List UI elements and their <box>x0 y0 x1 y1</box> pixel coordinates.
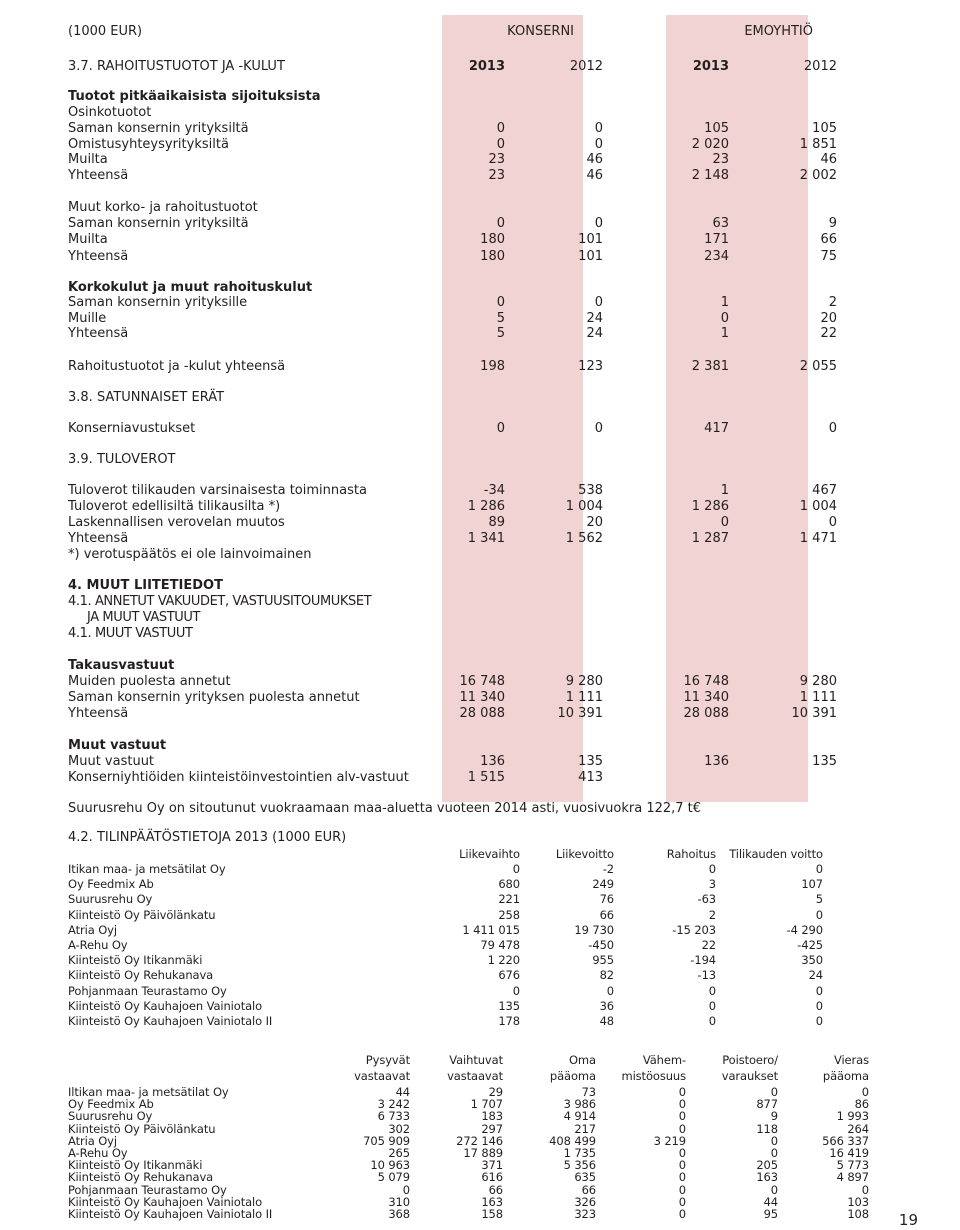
company-name: Suurusrehu Oy <box>68 1109 153 1124</box>
row-value: 0 <box>496 295 505 310</box>
company-value: 44 <box>763 1194 778 1209</box>
company-value: 0 <box>512 983 520 998</box>
company-value: -450 <box>588 938 614 952</box>
section-4-title: 4. MUUT LIITETIEDOT <box>68 578 223 593</box>
column-header: mistöosuus <box>621 1069 686 1083</box>
row-value: 1 286 <box>691 499 729 514</box>
company-value: 0 <box>678 1207 686 1221</box>
company-value: 955 <box>592 953 614 968</box>
column-header: Vähem- <box>642 1053 686 1067</box>
company-value: 1 411 015 <box>462 922 520 937</box>
row-value: 2 002 <box>799 167 837 183</box>
row-value: 0 <box>496 136 505 152</box>
company-value: 16 419 <box>829 1146 869 1160</box>
row-label: Muilta <box>68 232 108 248</box>
company-value: 66 <box>599 907 614 922</box>
row-label: Konserniyhtiöiden kiinteistöinvestointien alv-vastuut <box>68 770 409 785</box>
subheading: Tuotot pitkäaikaisista sijoituksista <box>68 89 321 104</box>
row-value: 101 <box>578 232 603 248</box>
company-value: 350 <box>801 953 823 968</box>
company-value: 705 909 <box>363 1133 410 1148</box>
company-value: 0 <box>678 1194 686 1209</box>
row-value: 413 <box>578 770 603 785</box>
row-value: 16 748 <box>683 674 729 689</box>
row-value: 23 <box>712 152 729 168</box>
company-value: 368 <box>388 1207 410 1221</box>
company-name: Itikan maa- ja metsätilat Oy <box>68 862 226 876</box>
company-value: 5 079 <box>377 1170 410 1185</box>
company-value: 103 <box>847 1194 869 1209</box>
column-header: Rahoitus <box>666 847 716 861</box>
company-name: A-Rehu Oy <box>68 1146 128 1160</box>
company-name: A-Rehu Oy <box>68 938 128 952</box>
company-value: 1 735 <box>563 1146 596 1160</box>
section-4-1-title: JA MUUT VASTUUT <box>87 610 201 625</box>
year-header: 2012 <box>803 59 837 74</box>
row-value: 10 391 <box>791 706 837 721</box>
row-value: 0 <box>828 421 837 436</box>
company-value: 0 <box>708 998 716 1013</box>
company-value: 680 <box>498 877 520 892</box>
company-name: Kiinteistö Oy Päivölänkatu <box>68 1121 216 1136</box>
column-header: Liikevoitto <box>555 847 614 861</box>
row-value: 46 <box>820 152 837 168</box>
row-value: 20 <box>586 515 603 530</box>
row-value: 9 280 <box>565 674 603 689</box>
row-label: Omistusyhteysyrityksiltä <box>68 136 229 152</box>
company-name: Iltikan maa- ja metsätilat Oy <box>68 1085 229 1099</box>
column-header: vastaavat <box>447 1069 503 1083</box>
column-header: Vaihtuvat <box>449 1053 503 1067</box>
company-value: 0 <box>815 983 823 998</box>
company-value: 4 914 <box>563 1109 596 1124</box>
section-3-7-title: 3.7. RAHOITUSTUOTOT JA -KULUT <box>68 59 285 74</box>
company-value: 0 <box>770 1133 778 1148</box>
row-value: 28 088 <box>683 706 729 721</box>
row-value: 75 <box>820 248 837 264</box>
company-value: -425 <box>797 938 823 952</box>
company-value: 5 <box>815 892 823 907</box>
subheading: Takausvastuut <box>68 658 175 673</box>
company-value: 183 <box>481 1109 503 1124</box>
company-value: 29 <box>488 1085 503 1099</box>
company-value: 17 889 <box>463 1146 503 1160</box>
company-value: 0 <box>815 862 823 876</box>
company-value: 0 <box>770 1085 778 1099</box>
company-value: 82 <box>599 968 614 983</box>
company-value: 95 <box>763 1207 778 1221</box>
total-value: 198 <box>480 359 505 374</box>
company-value: 36 <box>599 998 614 1013</box>
row-value: 1 286 <box>467 499 505 514</box>
year-header: 2013 <box>468 59 505 74</box>
column-header: Vieras <box>833 1053 869 1067</box>
row-value: 1 <box>720 295 729 310</box>
row-value: 180 <box>480 248 505 264</box>
company-value: 24 <box>808 968 823 983</box>
company-value: 0 <box>678 1170 686 1185</box>
row-value: 417 <box>704 421 729 436</box>
section-3-8-title: 3.8. SATUNNAISET ERÄT <box>68 390 225 405</box>
row-value: 1 004 <box>565 499 603 514</box>
total-value: 2 381 <box>691 359 729 374</box>
row-value: 1 <box>720 483 729 498</box>
section-4-2-title: 4.2. TILINPÄÄTÖSTIETOJA 2013 (1000 EUR) <box>68 830 347 845</box>
column-header: Oma <box>568 1053 596 1067</box>
company-name: Kiinteistö Oy Kauhajoen Vainiotalo II <box>68 1207 273 1221</box>
company-value: 4 897 <box>836 1170 869 1185</box>
company-value: 0 <box>512 862 520 876</box>
company-value: 3 242 <box>377 1097 410 1112</box>
column-header: pääoma <box>549 1069 596 1083</box>
company-value: -4 290 <box>786 922 823 937</box>
row-label: Yhteensä <box>68 706 129 721</box>
company-value: 676 <box>498 968 520 983</box>
company-value: 0 <box>678 1121 686 1136</box>
column-header: Liikevaihto <box>459 847 520 861</box>
company-value: 0 <box>708 1014 716 1028</box>
row-value: 105 <box>812 121 837 136</box>
company-name: Oy Feedmix Ab <box>68 1097 154 1112</box>
company-value: 371 <box>481 1158 503 1173</box>
column-header: pääoma <box>822 1069 869 1083</box>
row-label: Muut vastuut <box>68 754 155 769</box>
company-value: 264 <box>847 1121 869 1136</box>
row-value: 66 <box>820 232 837 248</box>
company-name: Atria Oyj <box>68 1133 117 1148</box>
row-label: Saman konsernin yrityksiltä <box>68 216 249 231</box>
row-value: 1 111 <box>799 690 837 705</box>
row-value: 135 <box>578 754 603 769</box>
row-label: Muille <box>68 310 107 326</box>
row-value: 22 <box>820 326 837 342</box>
company-name: Kiinteistö Oy Itikanmäki <box>68 1158 203 1173</box>
company-value: 107 <box>801 877 823 892</box>
row-label: Laskennallisen verovelan muutos <box>68 515 285 530</box>
company-value: 3 986 <box>563 1097 596 1112</box>
company-value: 0 <box>678 1085 686 1099</box>
row-value: 1 111 <box>565 690 603 705</box>
company-value: -194 <box>690 953 716 968</box>
row-label: Yhteensä <box>68 248 129 264</box>
row-value: 46 <box>586 152 603 168</box>
page-number: 19 <box>898 1211 918 1229</box>
row-value: 0 <box>594 216 603 231</box>
row-value: 0 <box>594 421 603 436</box>
row-value: 2 148 <box>691 167 729 183</box>
row-value: 136 <box>480 754 505 769</box>
row-value: 24 <box>586 326 603 342</box>
company-name: Oy Feedmix Ab <box>68 877 154 892</box>
company-name: Kiinteistö Oy Itikanmäki <box>68 953 203 968</box>
company-value: 0 <box>861 1085 869 1099</box>
row-value: 467 <box>812 483 837 498</box>
row-value: 20 <box>820 310 837 326</box>
company-value: 3 <box>708 877 716 892</box>
company-value: 0 <box>402 1182 410 1197</box>
row-value: 0 <box>828 515 837 530</box>
row-label: Konserniavustukset <box>68 421 196 436</box>
company-value: 0 <box>770 1146 778 1160</box>
company-value: 0 <box>678 1182 686 1197</box>
row-label: Yhteensä <box>68 167 129 183</box>
company-value: 221 <box>498 892 520 907</box>
row-label: Tuloverot edellisiltä tilikausilta *) <box>68 499 281 514</box>
company-value: 163 <box>481 1194 503 1209</box>
year-header: 2012 <box>569 59 603 74</box>
company-value: 73 <box>581 1085 596 1099</box>
row-value: 1 <box>720 326 729 342</box>
subheading: Osinkotuotot <box>68 105 152 120</box>
row-value: 11 340 <box>683 690 729 705</box>
row-value: 16 748 <box>459 674 505 689</box>
year-header: 2013 <box>692 59 729 74</box>
company-value: 0 <box>861 1182 869 1197</box>
row-value: 2 020 <box>691 136 729 152</box>
company-value: 79 478 <box>480 938 520 952</box>
company-value: 86 <box>854 1097 869 1112</box>
row-value: 63 <box>712 216 729 231</box>
company-value: 76 <box>599 892 614 907</box>
company-value: 0 <box>678 1109 686 1124</box>
section-4-1-title: 4.1. ANNETUT VAKUUDET, VASTUUSITOUMUKSET <box>68 594 372 609</box>
row-value: 5 <box>496 326 505 342</box>
row-value: 23 <box>488 167 505 183</box>
row-value: 23 <box>488 152 505 168</box>
row-value: 11 340 <box>459 690 505 705</box>
company-value: 1 993 <box>836 1109 869 1124</box>
row-value: 9 <box>828 216 837 231</box>
company-value: 0 <box>678 1146 686 1160</box>
section-4-1-subtitle: 4.1. MUUT VASTUUT <box>68 626 193 641</box>
company-value: 0 <box>606 983 614 998</box>
company-name: Pohjanmaan Teurastamo Oy <box>68 983 227 998</box>
company-name: Kiinteistö Oy Päivölänkatu <box>68 907 216 922</box>
column-header: Tilikauden voitto <box>729 847 823 861</box>
total-label: Rahoitustuotot ja -kulut yhteensä <box>68 359 286 374</box>
company-value: -13 <box>697 968 716 983</box>
company-value: 66 <box>581 1182 596 1197</box>
company-value: 0 <box>708 983 716 998</box>
company-value: 0 <box>815 1014 823 1028</box>
lease-note: Suurusrehu Oy on sitoutunut vuokraamaan maa-aluetta vuoteen 2014 asti, vuosivuokra 122,7 t€ <box>68 801 702 816</box>
row-value: 0 <box>720 515 729 530</box>
company-name: Kiinteistö Oy Kauhajoen Vainiotalo II <box>68 1014 273 1028</box>
total-value: 2 055 <box>799 359 837 374</box>
company-value: 0 <box>678 1158 686 1173</box>
row-value: 0 <box>496 216 505 231</box>
subheading: Korkokulut ja muut rahoituskulut <box>68 280 313 295</box>
company-value: 3 219 <box>653 1133 686 1148</box>
row-value: -34 <box>483 483 505 498</box>
company-value: 22 <box>701 938 716 952</box>
company-value: 217 <box>574 1121 596 1136</box>
row-value: 0 <box>594 121 603 136</box>
row-value: 136 <box>704 754 729 769</box>
unit-label: (1000 EUR) <box>68 24 143 39</box>
subheading: Muut vastuut <box>68 738 167 753</box>
company-value: 1 220 <box>487 953 520 968</box>
company-value: 408 499 <box>549 1133 596 1148</box>
row-value: 1 562 <box>565 531 603 546</box>
row-value: 89 <box>488 515 505 530</box>
company-value: 108 <box>847 1207 869 1221</box>
company-name: Kiinteistö Oy Rehukanava <box>68 1170 214 1185</box>
company-value: 249 <box>592 877 614 892</box>
company-value: 48 <box>599 1014 614 1028</box>
row-value: 10 391 <box>557 706 603 721</box>
company-value: 265 <box>388 1146 410 1160</box>
row-value: 0 <box>496 121 505 136</box>
company-value: 5 773 <box>836 1158 869 1173</box>
company-value: 44 <box>395 1085 410 1099</box>
company-value: 0 <box>678 1097 686 1112</box>
company-value: 118 <box>756 1121 778 1136</box>
row-label: Saman konsernin yrityksen puolesta annetut <box>68 690 360 705</box>
row-value: 0 <box>594 295 603 310</box>
row-value: 1 287 <box>691 531 729 546</box>
company-value: -2 <box>602 862 614 876</box>
company-value: 1 707 <box>470 1097 503 1112</box>
company-value: 566 337 <box>822 1133 869 1148</box>
row-label: Yhteensä <box>68 531 129 546</box>
row-label: Muilta <box>68 152 108 168</box>
row-label: Tuloverot tilikauden varsinaisesta toiminnasta <box>68 483 367 498</box>
row-value: 105 <box>704 121 729 136</box>
company-name: Suurusrehu Oy <box>68 892 153 907</box>
company-name: Kiinteistö Oy Rehukanava <box>68 968 214 983</box>
company-value: 0 <box>815 998 823 1013</box>
company-value: 0 <box>770 1182 778 1197</box>
row-value: 101 <box>578 248 603 264</box>
section-3-9-title: 3.9. TULOVEROT <box>68 452 176 467</box>
company-value: 9 <box>770 1109 778 1124</box>
row-value: 1 851 <box>799 136 837 152</box>
row-value: 1 515 <box>467 770 505 785</box>
column-header: varaukset <box>721 1069 778 1083</box>
company-value: 5 356 <box>563 1158 596 1173</box>
company-name: Kiinteistö Oy Kauhajoen Vainiotalo <box>68 1194 263 1209</box>
total-value: 123 <box>578 359 603 374</box>
company-value: 158 <box>481 1207 503 1221</box>
row-value: 46 <box>586 167 603 183</box>
company-value: 205 <box>756 1158 778 1173</box>
row-label: Muiden puolesta annetut <box>68 674 231 689</box>
company-value: 10 963 <box>370 1158 410 1173</box>
company-value: 258 <box>498 907 520 922</box>
company-value: 0 <box>708 862 716 876</box>
group-header: KONSERNI <box>507 24 574 39</box>
company-name: Kiinteistö Oy Kauhajoen Vainiotalo <box>68 998 263 1013</box>
company-name: Pohjanmaan Teurastamo Oy <box>68 1182 227 1197</box>
row-value: 0 <box>594 136 603 152</box>
row-value: 171 <box>704 232 729 248</box>
subheading: Muut korko- ja rahoitustuotot <box>68 200 258 215</box>
row-label: Saman konsernin yrityksiltä <box>68 121 249 136</box>
column-header: Poistoero/ <box>722 1053 778 1067</box>
row-value: 1 471 <box>799 531 837 546</box>
row-value: 180 <box>480 232 505 248</box>
company-value: 635 <box>574 1170 596 1185</box>
company-value: 616 <box>481 1170 503 1185</box>
company-value: -63 <box>697 892 716 907</box>
company-value: 302 <box>388 1121 410 1136</box>
company-value: 323 <box>574 1207 596 1221</box>
row-value: 5 <box>496 310 505 326</box>
row-value: 28 088 <box>459 706 505 721</box>
company-value: 272 146 <box>456 1133 503 1148</box>
company-value: 297 <box>481 1121 503 1136</box>
row-value: 1 341 <box>467 531 505 546</box>
company-value: 163 <box>756 1170 778 1185</box>
company-value: 0 <box>815 907 823 922</box>
row-value: 2 <box>828 295 837 310</box>
company-value: 6 733 <box>377 1109 410 1124</box>
column-header: vastaavat <box>354 1069 410 1083</box>
company-value: 178 <box>498 1014 520 1028</box>
row-value: 0 <box>496 421 505 436</box>
row-label: Yhteensä <box>68 326 129 342</box>
row-value: 9 280 <box>799 674 837 689</box>
row-value: 538 <box>578 483 603 498</box>
company-value: -15 203 <box>672 922 716 937</box>
company-value: 310 <box>388 1194 410 1209</box>
row-value: 135 <box>812 754 837 769</box>
row-value: 1 004 <box>799 499 837 514</box>
company-value: 135 <box>498 998 520 1013</box>
footnote: *) verotuspäätös ei ole lainvoimainen <box>68 547 312 562</box>
company-value: 326 <box>574 1194 596 1209</box>
company-value: 66 <box>488 1182 503 1197</box>
row-value: 234 <box>704 248 729 264</box>
company-name: Atria Oyj <box>68 922 117 937</box>
row-label: Saman konsernin yrityksille <box>68 295 248 310</box>
column-header: Pysyvät <box>365 1053 410 1067</box>
row-value: 24 <box>586 310 603 326</box>
company-value: 19 730 <box>574 922 614 937</box>
row-value: 0 <box>720 310 729 326</box>
company-value: 877 <box>756 1097 778 1112</box>
parent-header: EMOYHTIÖ <box>744 24 813 39</box>
company-value: 2 <box>708 907 716 922</box>
